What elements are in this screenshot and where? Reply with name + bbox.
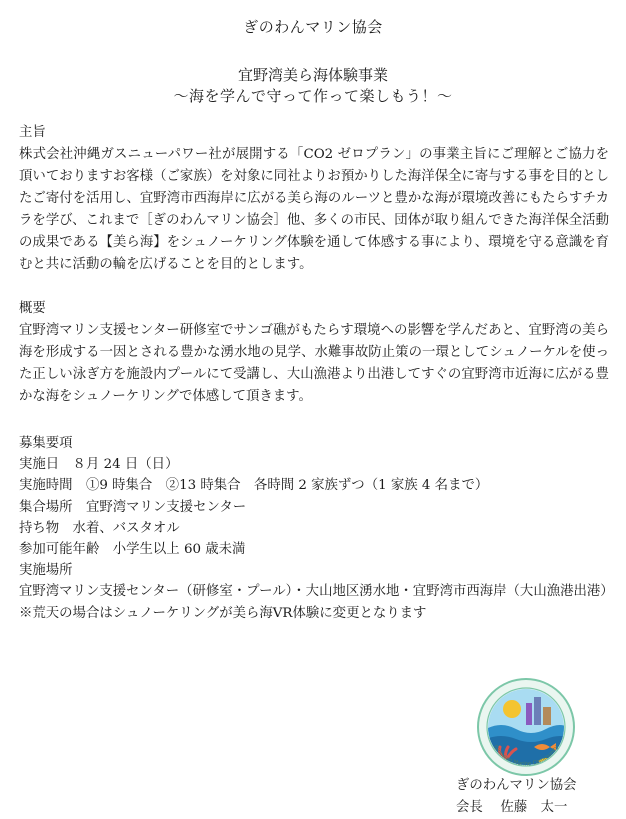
recruitment-heading: 募集要項 bbox=[19, 436, 73, 451]
recruitment-line-belongings: 持ち物 水着、バスタオル bbox=[19, 520, 180, 536]
recruitment-line-venue: 宜野湾マリン支援センター（研修室・プール）・大山地区湧水地・宜野湾市西海岸（大山漁港出港） bbox=[19, 584, 614, 600]
overview-section bbox=[19, 298, 609, 408]
svg-text:Ginowan Marine Community: Ginowan Marine Community bbox=[491, 744, 561, 768]
recruitment-line-venue-heading: 実施場所 bbox=[19, 563, 73, 579]
recruitment-line-date: 実施日 ８月 24 日（日） bbox=[19, 457, 179, 473]
project-title: 宜野湾美ら海体験事業 bbox=[237, 66, 388, 84]
overview-body: 宜野湾マリン支援センター研修室でサンゴ礁がもたらす環境への影響を学んだあと、宜野湾の美ら海を形成する一因とされる豊かな湧水地の見学、水難事故防止策の一環としてシュノーケルを使った正しい泳ぎ方を施設内プールにて受講し、大山漁港より出港してすぐの宜野湾市近海に広がる豊かな海をシュノーケリングで体感して頂きます。 bbox=[19, 323, 609, 404]
purpose-heading: 主旨 bbox=[19, 125, 46, 140]
signature-representative: 会長 佐藤 太一 bbox=[456, 800, 568, 815]
recruitment-line-age: 参加可能年齢 小学生以上 60 歳未満 bbox=[19, 541, 246, 557]
overview-heading: 概要 bbox=[19, 301, 46, 316]
recruitment-section bbox=[19, 433, 614, 624]
purpose-body: 株式会社沖縄ガスニューパワー社が展開する「CO2 ゼロプラン」の事業主旨にご理解とご協力を頂いておりますお客様（ご家族）を対象に同社よりお預かりした海洋保全に寄与する事を目的としたご寄付を活用し、宜野湾市西海岸に広がる美ら海のルーツと豊かな海が環境改善にもたらすチカラを学び、これまで［ぎのわんマリン協会］他、多くの市民、団体が取り組んできた海洋保全活動の成果である【美ら海】をシュノーケリング体験を通して体感する事により、環境を守る意識を育むと共に活動の輪を広げることを目的とします。 bbox=[19, 147, 609, 272]
organization-title: ぎのわんマリン協会 bbox=[243, 18, 383, 36]
marine-association-emblem-icon bbox=[476, 677, 576, 777]
project-subtitle: ～海を学んで守って作って楽しもう！～ bbox=[173, 87, 453, 105]
signature-block bbox=[456, 775, 577, 819]
recruitment-line-meeting-place: 集合場所 宜野湾マリン支援センター bbox=[19, 499, 247, 515]
purpose-section bbox=[19, 122, 609, 276]
recruitment-line-weather-note: ※荒天の場合はシュノーケリングが美ら海VR体験に変更となります bbox=[19, 605, 427, 621]
recruitment-line-time: 実施時間 ①9 時集合 ②13 時集合 各時間 2 家族ずつ（1 家族 4 名まで） bbox=[19, 478, 489, 494]
signature-organization: ぎのわんマリン協会 bbox=[456, 778, 577, 793]
